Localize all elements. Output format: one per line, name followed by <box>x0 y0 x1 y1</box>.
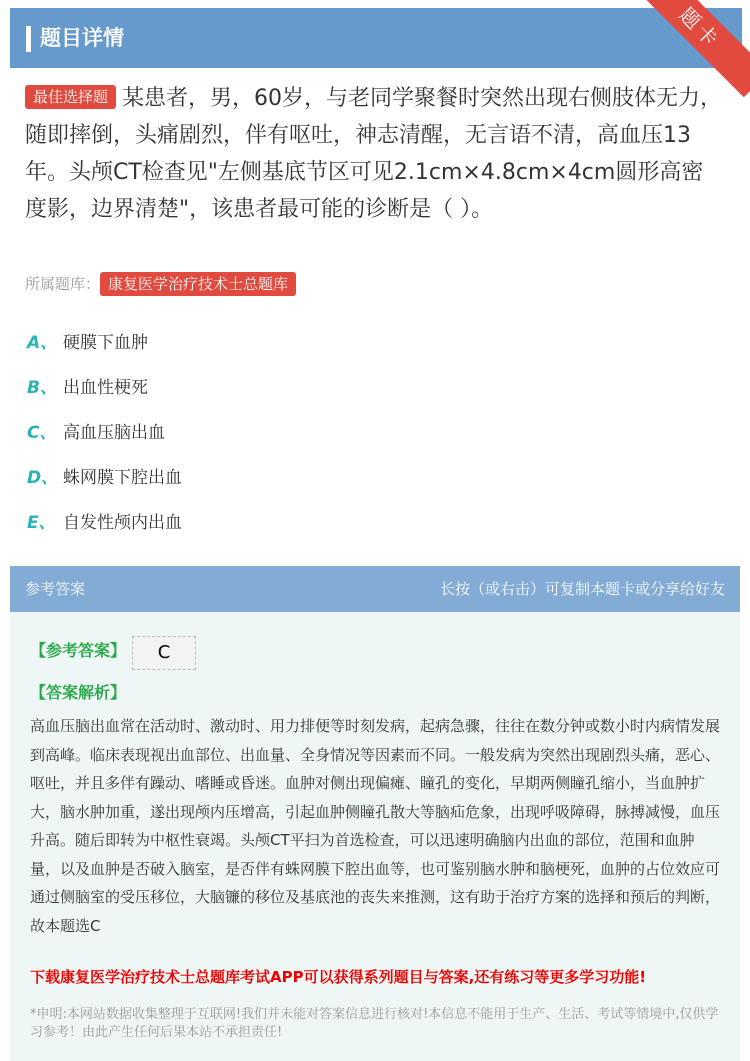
option-b[interactable] <box>27 373 148 398</box>
option-text: 自发性颅内出血 <box>63 513 182 533</box>
source-bank-link[interactable]: 康复医学治疗技术士总题库 <box>100 272 296 296</box>
option-letter: D、 <box>27 468 59 488</box>
answer-image: C <box>132 636 196 670</box>
header <box>10 8 742 68</box>
download-app-link[interactable]: 下载康复医学治疗技术士总题库考试APP可以获得系列题目与答案,还有练习等更多学习功能! <box>30 968 647 986</box>
option-a[interactable] <box>27 328 148 353</box>
option-letter: B、 <box>27 378 57 398</box>
option-d[interactable] <box>27 463 182 488</box>
reference-answer-label: 【参考答案】 <box>30 641 127 660</box>
option-letter: E、 <box>27 513 56 533</box>
question-text <box>25 80 725 228</box>
option-e[interactable] <box>27 508 182 533</box>
question-body: 某患者，男，60岁，与老同学聚餐时突然出现右侧肢体无力，随即摔倒，头痛剧烈，伴有呕吐，神志清醒，无言语不清，高血压13年。头颅CT检查见"左侧基底节区可见2.1cm×4.8cm×4cm圆形高密度影，边界清楚"，该患者最可能的诊断是（ ）。 <box>25 86 723 222</box>
option-text: 高血压脑出血 <box>63 423 165 443</box>
page-title: 题目详情 <box>40 26 124 50</box>
option-text: 硬膜下血肿 <box>63 333 148 353</box>
answer-header <box>10 566 740 612</box>
question-card-ribbon[interactable]: 题卡 <box>631 0 750 97</box>
source-label: 所属题库： <box>25 275 101 293</box>
option-letter: C、 <box>27 423 57 443</box>
answer-section <box>10 566 740 1061</box>
option-text: 蛛网膜下腔出血 <box>63 468 182 488</box>
analysis-label: 【答案解析】 <box>30 683 127 702</box>
share-hint: 长按（或右击）可复制本题卡或分享给好友 <box>439 580 725 598</box>
question-type-tag: 最佳选择题 <box>25 85 116 109</box>
option-text: 出血性梗死 <box>63 378 148 398</box>
option-letter: A、 <box>27 333 58 353</box>
title-bar-decoration <box>26 26 31 52</box>
analysis-text: 高血压脑出血常在活动时、激动时、用力排便等时刻发病，起病急骤，往往在数分钟或数小时内病情发展到高峰。临床表现视出血部位、出血量、全身情况等因素而不同。一般发病为突然出现剧烈头痛，恶心、呕吐，并且多伴有躁动、嗜睡或昏迷。血肿对侧出现偏瘫、瞳孔的变化，早期两侧瞳孔缩小，当血肿扩大，脑水肿加重，遂出现颅内压增高，引起血肿侧瞳孔散大等脑疝危象，出现呼吸障碍，脉搏减慢，血压升高。随后即转为中枢性衰竭。头颅CT平扫为首选检查，可以迅速明确脑内出血的部位，范围和血肿量，以及血肿是否破入脑室，是否伴有蛛网膜下腔出血等，也可鉴别脑水肿和脑梗死，血肿的占位效应可通过侧脑室的受压移位，大脑镰的移位及基底池的丧失来推测，这有助于治疗方案的选择和预后的判断，故本题选C <box>30 717 721 935</box>
disclaimer: *申明:本网站数据收集整理于互联网!我们并未能对答案信息进行核对!本信息不能用于生产、生活、考试等情境中,仅供学习参考！由此产生任何后果本站不承担责任! <box>30 1007 719 1040</box>
question-source <box>25 272 302 296</box>
answer-title: 参考答案 <box>25 580 86 598</box>
option-c[interactable] <box>27 418 165 443</box>
